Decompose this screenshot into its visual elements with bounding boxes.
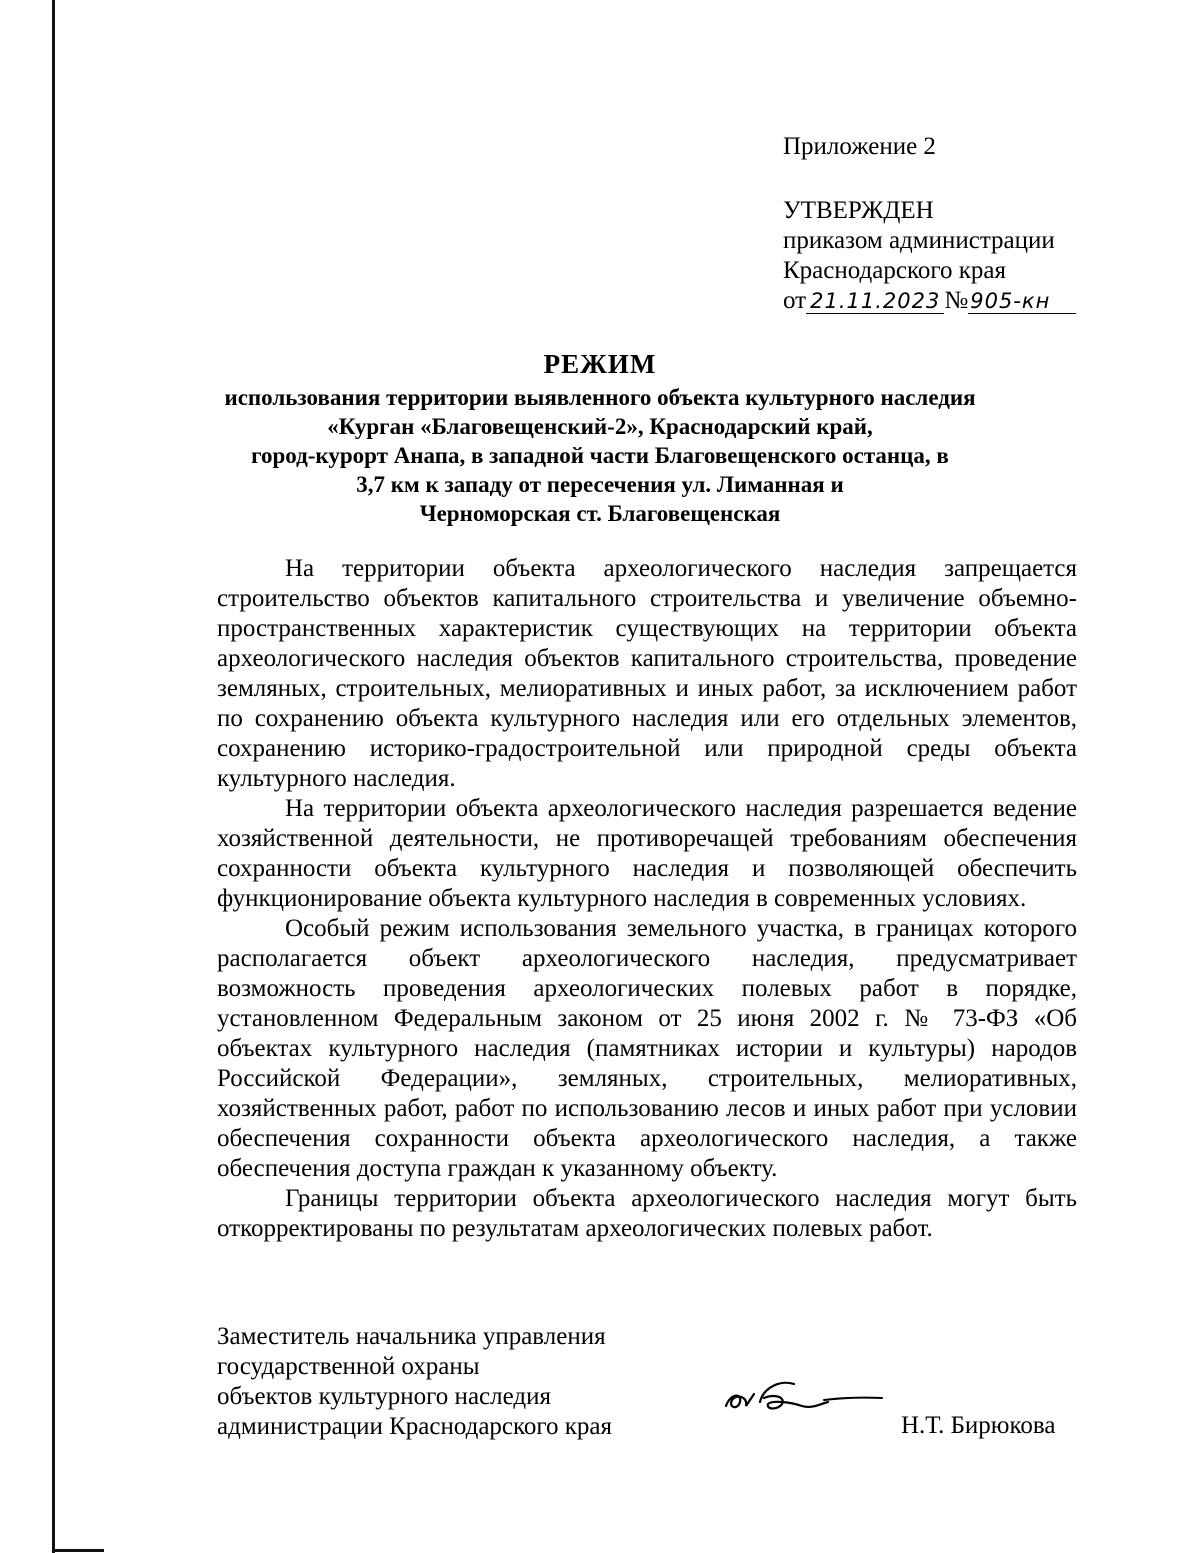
order-number-handwritten: 905-кн	[968, 289, 1076, 314]
title-line-2: «Курган «Благовещенский-2», Краснодарский край,	[327, 414, 873, 439]
position-line-3: объектов культурного наследия	[217, 1383, 551, 1410]
title-main: РЕЖИМ	[543, 349, 657, 379]
order-date-line	[783, 286, 1076, 316]
scan-border-bottom	[52, 1549, 104, 1552]
document-body	[217, 554, 1077, 1244]
order-line-2: Краснодарского края	[783, 257, 1006, 284]
signatory-name: Н.Т. Бирюкова	[901, 1412, 1056, 1439]
order-date-handwritten: 21.11.2023	[806, 289, 944, 314]
number-prefix: №	[944, 287, 969, 314]
title-line-3: город-курорт Анапа, в западной части Благовещенского останца, в	[251, 443, 949, 468]
signatory-position	[217, 1322, 612, 1442]
order-line-1: приказом администрации	[783, 227, 1055, 254]
paragraph-permissions: На территории объекта археологического наследия разрешается ведение хозяйственной деятельности, не противоречащей требованиям обеспечения сохранности объекта культурного наследия и позволяющей обеспечить функционирование объекта культурного наследия в современных условиях.	[217, 795, 1077, 912]
approved-label: УТВЕРЖДЕН	[783, 197, 934, 224]
date-prefix: от	[783, 287, 807, 314]
title-line-4: 3,7 км к западу от пересечения ул. Лиманная и	[356, 472, 844, 497]
position-line-2: государственной охраны	[217, 1353, 480, 1380]
paragraph-special-regime: Особый режим использования земельного участка, в границах которого располагается объект археологического наследия, предусматривает возможность проведения археологических полевых работ в порядке, установленном Федеральным законом от 25 июня 2002 г. № 73-ФЗ «Об объектах культурного наследия (памятниках истории и культуры) народов Российской Федерации», земляных, строительных, мелиоративных, хозяйственных работ, работ по использованию лесов и иных работ при условии обеспечения сохранности объекта археологического наследия, а также обеспечения доступа граждан к указанному объекту.	[217, 915, 1077, 1182]
scan-border-left	[52, 0, 55, 1553]
position-line-4: администрации Краснодарского края	[217, 1413, 613, 1440]
position-line-1: Заместитель начальника управления	[217, 1323, 606, 1350]
title-line-1: использования территории выявленного объекта культурного наследия	[224, 385, 976, 410]
approval-stamp-block	[783, 132, 1076, 316]
document-title	[180, 347, 1020, 528]
annex-label: Приложение 2	[783, 133, 936, 160]
paragraph-boundaries: Границы территории объекта археологического наследия могут быть откорректированы по результатам археологических полевых работ.	[217, 1185, 1077, 1242]
paragraph-prohibitions: На территории объекта археологического наследия запрещается строительство объектов капитального строительства и увеличение объемно-пространственных характеристик существующих на территории объекта археологического наследия объектов капитального строительства, проведение земляных, строительных, мелиоративных и иных работ, за исключением работ по сохранению объекта культурного наследия или его отдельных элементов, сохранению историко-градостроительной или природной среды объекта культурного наследия.	[217, 555, 1077, 792]
title-line-5: Черноморская ст. Благовещенская	[419, 501, 781, 526]
handwritten-signature	[720, 1376, 885, 1418]
